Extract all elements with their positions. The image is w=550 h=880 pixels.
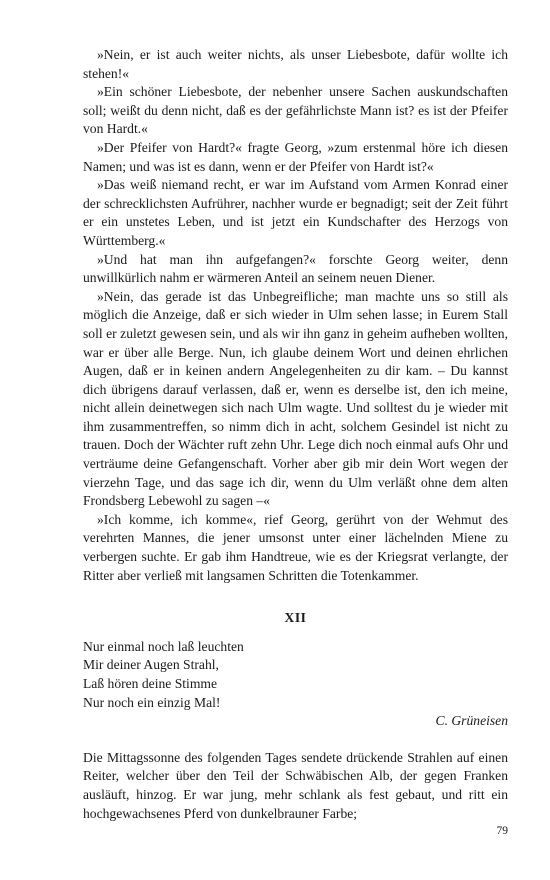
paragraph: »Der Pfeifer von Hardt?« fragte Georg, »zum erstenmal höre ich diesen Namen; und was ist es dann, wenn er der Pfeifer von Hardt ist?« (83, 139, 508, 174)
epigraph (83, 638, 508, 731)
paragraph: »Ein schöner Liebesbote, der nebenher unsere Sachen auskundschaften soll; weißt du denn nicht, daß es der gefährlichste Mann ist? es ist der Pfeifer von Hardt.« (83, 84, 508, 137)
paragraph: »Das weiß niemand recht, er war im Aufstand vom Armen Konrad einer der schrecklichsten Aufrührer, nachher wurde er begnadigt; seit der Zeit führt er ein unstetes Leben, und ist jetzt ein Kundschafter des Herzogs von Württemberg.« (83, 177, 508, 248)
chapter-opening (83, 749, 508, 823)
page-body (83, 46, 508, 823)
paragraph: »Und hat man ihn aufgefangen?« forschte Georg weiter, denn unwillkürlich nahm er wärmeren Anteil an seinem neuen Diener. (83, 251, 508, 286)
epigraph-line: Laß hören deine Stimme (83, 676, 218, 691)
page-number: 79 (496, 825, 508, 837)
paragraph: »Nein, das gerade ist das Unbegreifliche; man machte uns so still als möglich die Anzeige, daß er sich wieder in Ulm sehen lasse; in Eurem Stall soll er zuletzt gewesen sein, und als wir ihn ganz in geheim aufheben wollten, war er über alle Berge. Nun, ich glaube deinem Wort und deinen ehrlichen Augen, daß er in keinen andern Angelegenheiten zu dir kam. – Du kannst dich übrigens darauf verlassen, daß er, wenn es derselbe ist, den ich meine, nicht allein deinetwegen sich nach Ulm wagte. Und solltest du je wieder mit ihm zusammentreffen, so nimm dich in acht, solchem Gesindel ist nicht zu trauen. Doch der Wächter ruft zehn Uhr. Lege dich noch einmal aufs Ohr und verträume deine Gefangenschaft. Vorher aber gib mir dein Wort wegen der vierzehn Tage, und das sage ich dir, wenn du Ulm verläßt ohne dem alten Frondsberg Lebewohl zu sagen –« (83, 288, 508, 509)
epigraph-attribution: C. Grüneisen (435, 713, 508, 729)
paragraph: »Ich komme, ich komme«, rief Georg, gerührt von der Wehmut des verehrten Mannes, die jener umsonst unter einer lächelnden Miene zu verbergen suchte. Er gab ihm Handtreue, wie es der Kriegsrat verlangte, der Ritter aber verließ mit langsamen Schritten die Totenkammer. (83, 511, 508, 583)
paragraph: »Nein, er ist auch weiter nichts, als unser Liebesbote, dafür wollte ich stehen!« (83, 47, 508, 81)
closing-paragraph: Die Mittagssonne des folgenden Tages sendete drückende Strahlen auf einen Reiter, welcher über den Teil der Schwäbischen Alb, der gegen Franken ausläuft, hinzog. Er war jung, mehr schlank als fest gebaut, und ritt ein hochgewachsenes Pferd von dunkelbrauner Farbe; (83, 749, 508, 821)
epigraph-line: Nur noch ein einzig Mal! (83, 694, 221, 710)
chapter-heading: XII (284, 610, 307, 626)
epigraph-line: Nur einmal noch laß leuchten (83, 638, 244, 654)
epigraph-line: Mir deiner Augen Strahl, (83, 657, 219, 673)
